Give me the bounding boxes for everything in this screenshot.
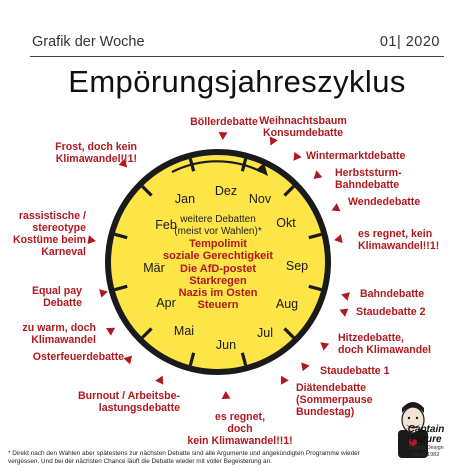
month-jan: Jan [174,192,196,206]
brand-name [408,425,445,445]
debate-marker [301,362,309,371]
header-label: Grafik der Woche [32,34,145,50]
center-intro-line1: weitere Debatten [180,214,256,225]
center-topic: Starkregen [189,274,247,287]
debate-marker [334,234,342,243]
debate-burnout [78,390,180,414]
debate-line: Frost, doch kein [55,141,137,153]
debate-line: doch [227,423,253,435]
month-nov: Nov [248,192,272,206]
debate-marker [155,376,163,385]
debate-marker [320,342,329,350]
debate-line: stereotype [32,222,86,234]
debate-line: Klimawandel!!1! [358,240,440,252]
brand-name-line: Captain [407,424,445,435]
debate-wintermarkt [306,150,405,162]
debate-marker [293,152,301,161]
debate-line: Wendedebatte [348,196,421,208]
debate-staudebatte2 [356,306,425,318]
center-topic: Steuern [197,299,239,312]
debate-line: Bundestag) [296,406,355,418]
center-topic: Die AfD-postet [180,262,256,275]
debate-equal-pay [32,285,82,309]
month-jun: Jun [215,338,237,352]
brand-tagline-line: since 1982 [412,451,440,458]
debate-line: Diätendebatte [296,382,367,394]
debate-line: Staudebatte 2 [356,306,426,318]
page-title: Empörungsjahreszyklus [68,64,406,99]
month-mar: Mär [143,261,165,275]
debate-line: Bahndebatte [360,288,425,300]
debate-regnet-sep [358,228,439,252]
month-dez: Dez [214,184,238,198]
debate-line: Weihnachtsbaum [259,115,347,127]
debate-line: Burnout / Arbeitsbe- [77,390,180,402]
month-feb: Feb [155,218,177,232]
debate-staudebatte1 [320,365,389,377]
debate-line: Bahndebatte [335,179,400,191]
month-apr: Apr [156,296,176,310]
debate-hitze [338,332,431,356]
center-topic: Tempolimit [189,238,247,250]
debate-marker [222,391,231,399]
debate-marker [341,292,350,301]
month-sep: Sep [285,259,309,273]
debate-wende [348,196,420,208]
debate-marker [123,356,132,365]
brand-tagline-line: Saving Design [408,445,444,451]
month-aug: Aug [275,297,299,311]
debate-line: Equal pay [31,285,82,297]
debate-zu-warm [22,322,96,346]
month-okt: Okt [276,216,296,230]
debate-diaeten [296,382,373,418]
debate-marker [281,376,289,385]
brand-tagline [408,445,445,458]
month-jul: Jul [257,326,273,340]
debate-marker [332,203,341,211]
center-topic: Nazis im Osten [178,287,258,300]
debate-regnet-jun [187,411,292,447]
debate-line: lastungsdebatte [98,402,180,414]
debate-line: es regnet, kein [358,228,433,240]
debate-line: Osterfeuerdebatte [32,351,124,363]
debate-boeller [190,116,258,128]
center-topic-list [163,238,273,312]
debate-line: Böllerdebatte [190,116,258,128]
debate-line: Karneval [41,246,86,258]
debate-marker [219,132,228,140]
debate-line: Herbststurm- [335,167,402,179]
center-intro-line2: (meist vor Wahlen)* [174,225,262,237]
debate-line: Konsumdebatte [262,127,344,139]
brand-logo [408,425,445,458]
header-issue-number: 01| 2020 [379,34,440,50]
debate-bahn [360,288,424,300]
debate-rassistische [13,210,86,258]
debate-line: doch Klimawandel [338,344,432,356]
brand-name-line: Future [410,434,442,445]
footnote: * Direkt nach den Wahlen aber spätestens zur nächsten Debatte sind alle Argumente und angekündigten Programme wieder vergessen. Und bei der nächsten Chance läuft die Debatte wieder mit voller Begeisterung an. [8,450,360,465]
debate-line: rassistische / [18,210,86,222]
debate-line: Staudebatte 1 [320,365,390,377]
debate-marker [99,289,108,298]
debate-line: Hitzedebatte, [338,332,404,344]
debate-line: Debatte [43,297,82,309]
debate-weihnachtsbaum [259,115,347,139]
debate-marker [339,308,348,316]
debate-line: Wintermarktdebatte [306,150,406,162]
debate-line: zu warm, doch [22,322,96,334]
debate-line: (Sommerpause [296,394,373,406]
debate-line: Klimawandel!!1! [55,153,137,165]
debate-herbststurm [335,167,402,191]
debate-marker [87,235,95,244]
center-intro [174,214,261,237]
debate-line: Kostüme beim [13,234,86,246]
debate-line: kein Klimawandel!!1! [187,435,293,447]
month-mai: Mai [173,324,195,338]
center-topic: soziale Gerechtigkeit [162,250,274,263]
debate-line: es regnet, [214,411,266,423]
debate-line: Klimawandel [31,334,96,346]
debate-marker [106,328,115,336]
debate-osterfeuer [33,351,124,363]
debate-marker [313,170,322,179]
debate-frost [55,141,137,165]
